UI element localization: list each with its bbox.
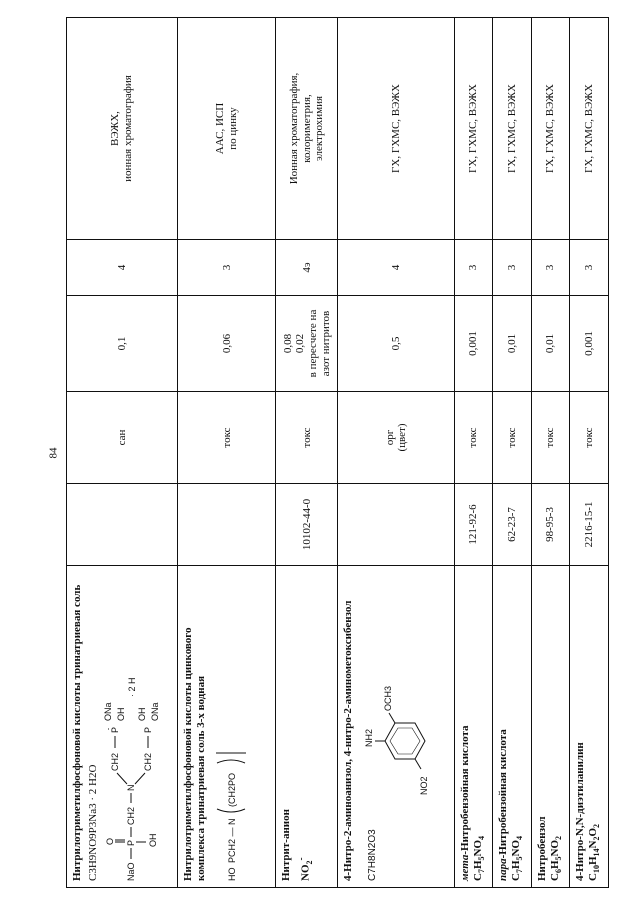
table-row (338, 18, 455, 888)
methods-cell: ГХ, ГХМС, ВЭЖХ (531, 18, 569, 240)
label-p1: P (126, 839, 137, 846)
category-cell: токс (570, 392, 609, 484)
cas-cell: 10102-44-0 (276, 484, 338, 566)
label-o1: O (105, 837, 116, 845)
methods-cell: ГХ, ГХМС, ВЭЖХ (493, 18, 531, 240)
substance-name: Нитрилотриметилфосфоновой кислоты тринатриевая соль (71, 584, 83, 881)
category-cell: токс (454, 392, 492, 484)
table-row (178, 18, 276, 888)
methods-cell (276, 18, 338, 240)
cas-cell: 121-92-6 (454, 484, 492, 566)
cas-cell (178, 484, 276, 566)
substance-cell (67, 566, 178, 888)
label-nh2: NH2 (364, 728, 375, 747)
cas-cell: 2216-15-1 (570, 484, 609, 566)
substance-formula: $C_7H_5NO_4$ (471, 835, 486, 881)
substance-formula: C3H9NO9P3Na3 · 2 H2O (86, 764, 99, 881)
category-line: орг (383, 429, 396, 446)
table-row (67, 18, 178, 888)
label-och3: OCH3 (383, 685, 394, 711)
method-line: по цинку (226, 107, 239, 150)
label-hydrate: · 2 H (127, 677, 138, 697)
substance-name: 4-Нитро-N,N-диэтиланилин (574, 742, 587, 881)
category-cell: токс (493, 392, 531, 484)
label-oh2: OH (116, 707, 127, 721)
value-cell: 0,001 (570, 296, 609, 392)
label-pch2-n: PCH2 — N (227, 818, 238, 863)
cas-cell: 98-95-3 (531, 484, 569, 566)
value-cell (276, 296, 338, 392)
label-bracket: (CH2PO (227, 772, 238, 807)
label-ho: HO (227, 867, 238, 881)
label-ona1: ONa (103, 702, 114, 721)
value-cell: 0,06 (178, 296, 276, 392)
methods-cell: ГХ, ГХМС, ВЭЖХ (338, 18, 455, 240)
methods-cell: ГХ, ГХМС, ВЭЖХ (454, 18, 492, 240)
method-line: Ионная хроматография, (288, 72, 301, 185)
label-n: N (126, 784, 137, 791)
value-cell: 0,1 (67, 296, 178, 392)
value-cell: 0,01 (531, 296, 569, 392)
methods-cell: ГХ, ГХМС, ВЭЖХ (570, 18, 609, 240)
label-nao: NaO (126, 862, 137, 881)
substance-formula: $NO_2^-$ (296, 857, 314, 881)
substance-cell (338, 566, 455, 888)
class-cell: 3 (454, 240, 492, 296)
value-line: азот нитритов (319, 310, 332, 377)
class-cell: 4э (276, 240, 338, 296)
value-cell: 0,01 (493, 296, 531, 392)
cas-cell: 62-23-7 (493, 484, 531, 566)
label-oh1: OH (148, 833, 159, 847)
table-row (570, 18, 609, 888)
value-line: 0,08 (281, 333, 294, 354)
structure-diagram (213, 572, 249, 881)
substance-cell (178, 566, 276, 888)
method-line: ААС, ИСП (214, 102, 227, 155)
substance-name: Нитрилотриметилфосфоновой кислоты цинкового комплекса тринатриевая соль 3-х водная (182, 627, 207, 881)
substance-table (66, 17, 609, 888)
substance-name: пара-Нитробензойная кислота (497, 729, 510, 881)
method-line: колориметрия, (300, 94, 313, 163)
value-line: в пересчете на (306, 309, 319, 378)
page-number: 84 (47, 447, 60, 459)
cas-cell (67, 484, 178, 566)
label-ch2a: CH2 (126, 806, 137, 825)
value-cell: 0,001 (454, 296, 492, 392)
method-line: ионная хроматография (122, 75, 135, 182)
substance-formula: $C_7H_5NO_4$ (510, 835, 525, 881)
table-row (493, 18, 531, 888)
substance-formula: $C_6H_5NO_2$ (548, 835, 563, 881)
category-cell (338, 392, 455, 484)
label-oh3: OH (137, 707, 148, 721)
substance-name: 4-Нитро-2-аминоанизол, 4-нитро-2-аминометоксибензол (342, 600, 355, 881)
method-line: ВЭЖХ, (109, 111, 122, 146)
label-ch2b: CH2 (110, 752, 121, 771)
substance-cell (493, 566, 531, 888)
class-cell: 3 (178, 240, 276, 296)
class-cell: 4 (67, 240, 178, 296)
substance-formula: $C_{10}H_{14}N_2O_2$ (587, 823, 602, 881)
category-cell: токс (276, 392, 338, 484)
structure-diagram (361, 572, 435, 881)
substance-cell (570, 566, 609, 888)
substance-cell (531, 566, 569, 888)
methods-cell (67, 18, 178, 240)
category-cell: токс (531, 392, 569, 484)
substance-cell (454, 566, 492, 888)
methods-cell (178, 18, 276, 240)
table-row (454, 18, 492, 888)
table-row (531, 18, 569, 888)
label-ch2c: CH2 (143, 752, 154, 771)
label-p3: P (143, 726, 154, 733)
class-cell: 3 (570, 240, 609, 296)
structure-diagram (105, 572, 163, 881)
category-cell: токс (178, 392, 276, 484)
substance-cell (276, 566, 338, 888)
label-ona2: ONa (150, 702, 161, 721)
class-cell: 4 (338, 240, 455, 296)
substance-name: мета-Нитробензойная кислота (458, 725, 471, 881)
table-row (276, 18, 338, 888)
label-formula: C7H8N2O3 (367, 829, 379, 881)
class-cell: 3 (531, 240, 569, 296)
cas-cell (338, 484, 455, 566)
category-cell: сан (67, 392, 178, 484)
rotated-sheet (66, 18, 609, 888)
value-cell: 0,5 (338, 296, 455, 392)
rotated-table-wrapper (66, 18, 609, 888)
category-line: (цвет) (396, 423, 409, 452)
substance-name: Нитрит-анион (280, 809, 293, 881)
substance-name: Нитробензол (535, 816, 548, 881)
value-line: 0,02 (294, 333, 307, 354)
method-line: электрохимия (313, 95, 326, 162)
label-p2: P (110, 726, 121, 733)
class-cell: 3 (493, 240, 531, 296)
label-no2: NO2 (419, 776, 430, 795)
